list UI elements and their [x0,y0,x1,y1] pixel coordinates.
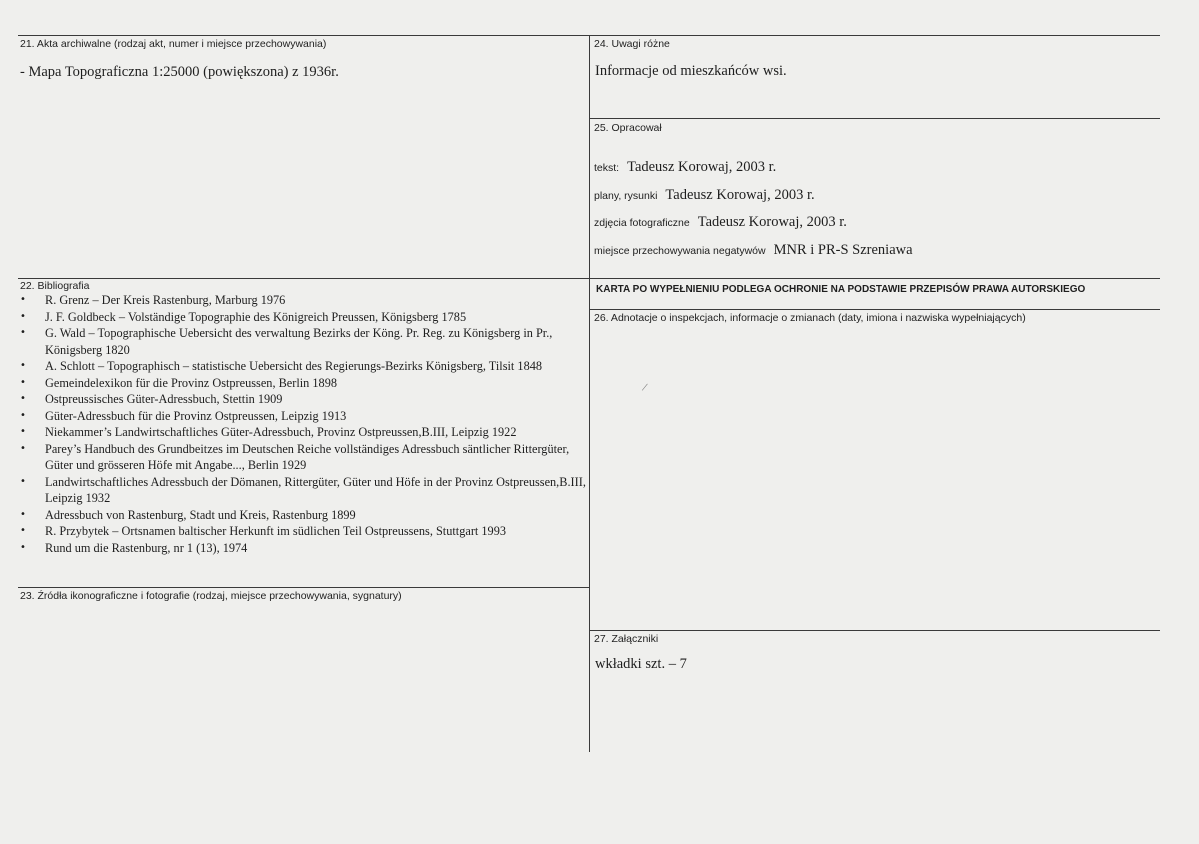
authorship-photos-value: Tadeusz Korowaj, 2003 r. [697,214,847,230]
bibliography-item: • Niekammer’s Landwirtschaftliches Güter-Adressbuch, Provinz Ostpreussen,B.III, Leipzig 1922 [20,424,588,441]
section-27-label: 27. Załączniki [594,633,659,645]
bibliography-item: • Landwirtschaftliches Adressbuch der Dömanen, Rittergüter, Güter und Höfe in der Provinz Ostpreussen,B.III, Leipzig 1932 [20,474,588,507]
bibliography-item: • R. Grenz – Der Kreis Rastenburg, Marburg 1976 [20,292,588,309]
bibliography-item: • Gemeindelexikon für die Provinz Ostpreussen, Berlin 1898 [20,375,588,392]
authorship-photos-row [594,213,847,231]
bibliography-item: • J. F. Goldbeck – Volständige Topographie des Königreich Preussen, Königsberg 1785 [20,309,588,326]
bibliography-item: • Rund um die Rastenburg, nr 1 (13), 1974 [20,540,588,557]
bibliography-item: • R. Przybytek – Ortsnamen baltischer Herkunft im südlichen Teil Ostpreussens, Stuttgart 1993 [20,523,588,540]
authorship-text-label: tekst: [594,162,620,174]
bibliography-item: • Adressbuch von Rastenburg, Stadt und Kreis, Rastenburg 1899 [20,507,588,524]
divider-25-notice [589,278,1160,279]
authorship-photos-label: zdjęcia fotograficzne [594,217,690,229]
authorship-plans-value: Tadeusz Korowaj, 2003 r. [665,187,815,203]
ink-speck: / [640,379,649,395]
authorship-negatives-label: miejsce przechowywania negatywów [594,245,766,257]
authorship-negatives-row [594,241,913,259]
column-divider [589,35,590,752]
section-24-label: 24. Uwagi różne [594,38,670,50]
authorship-plans-label: plany, rysunki [594,190,658,202]
bibliography-list [20,292,588,556]
section-26-label: 26. Adnotacje o inspekcjach, informacje o zmianach (daty, imiona i nazwiska wypełniających) [594,312,1026,324]
bibliography-item: • Parey’s Handbuch des Grundbeitzes im Deutschen Reiche vollständiges Adressbuch säntlicher Rittergüter, Güter und grösseren Höfe mit Angabe..., Berlin 1929 [20,441,588,474]
divider-21-22 [18,278,589,279]
section-27-value: wkładki szt. – 7 [595,656,687,672]
section-22-label: 22. Bibliografia [20,280,90,292]
authorship-text-row [594,158,776,176]
authorship-plans-row [594,186,815,204]
bibliography-item: • Ostpreussisches Güter-Adressbuch, Stettin 1909 [20,391,588,408]
divider-notice-26 [589,309,1160,310]
section-24-value: Informacje od mieszkańców wsi. [595,63,787,79]
section-25-label: 25. Opracował [594,122,662,134]
divider-22-23 [18,587,589,588]
section-21-label: 21. Akta archiwalne (rodzaj akt, numer i miejsce przechowywania) [20,38,327,50]
section-21-value: - Mapa Topograficzna 1:25000 (powiększona) z 1936r. [20,64,339,80]
divider-26-27 [589,630,1160,631]
bibliography-item: • A. Schlott – Topographisch – statistische Uebersicht des Regierungs-Bezirks Königsberg, Tilsit 1848 [20,358,588,375]
bibliography-item: • G. Wald – Topographische Uebersicht des verwaltung Bezirks der Köng. Pr. Reg. zu Königsberg in Pr., Königsberg 1820 [20,325,588,358]
authorship-text-value: Tadeusz Korowaj, 2003 r. [627,159,777,175]
authorship-negatives-value: MNR i PR-S Szreniawa [773,242,913,258]
copyright-notice: KARTA PO WYPEŁNIENIU PODLEGA OCHRONIE NA PODSTAWIE PRZEPISÓW PRAWA AUTORSKIEGO [596,284,1086,295]
bibliography-item: • Güter-Adressbuch für die Provinz Ostpreussen, Leipzig 1913 [20,408,588,425]
divider-24-25 [589,118,1160,119]
section-23-label: 23. Źródła ikonograficzne i fotografie (rodzaj, miejsce przechowywania, sygnatury) [20,590,402,602]
